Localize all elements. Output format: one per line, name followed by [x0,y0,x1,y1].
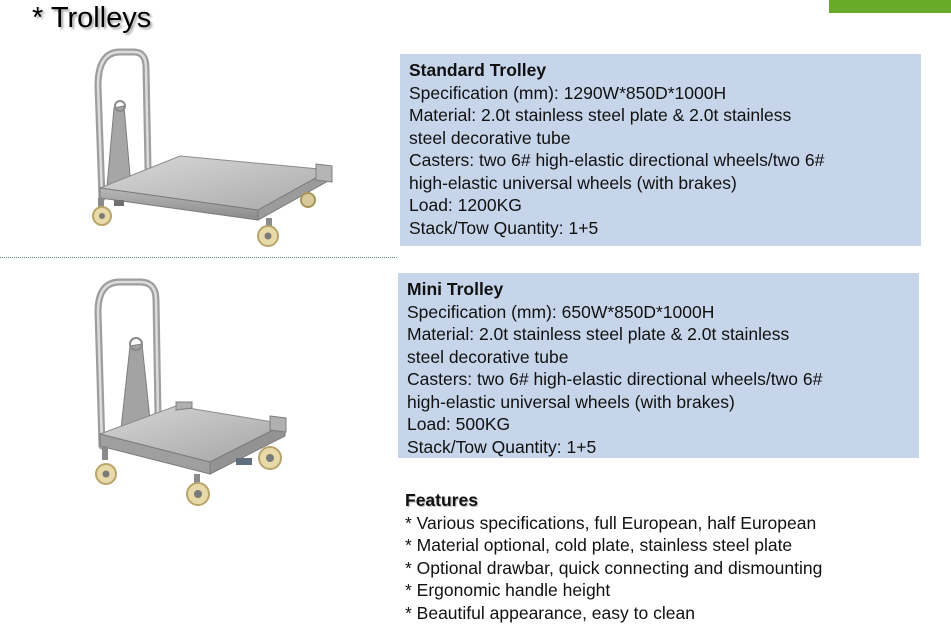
mini-trolley-image [80,276,310,511]
feature-item: * Ergonomic handle height [405,580,611,600]
spec-line: high-elastic universal wheels (with brakes) [409,172,737,193]
spec-line: Load: 500KG [407,414,511,434]
standard-trolley-image [80,48,340,253]
spec-line: Stack/Tow Quantity: 1+5 [407,436,597,457]
page-title: * Trolleys [32,2,152,34]
spec-line: Specification (mm): 1290W*850D*1000H [409,82,727,103]
feature-item: * Optional drawbar, quick connecting and dismounting [405,557,823,578]
spec-line: Load: 1200KG [409,195,522,215]
product-name: Standard Trolley [409,60,547,80]
spec-line: steel decorative tube [407,346,569,367]
spec-line: high-elastic universal wheels (with brakes) [407,391,735,412]
standard-trolley-spec-box [400,54,921,246]
features-section [405,489,822,624]
corner-accent-tab [829,0,951,13]
product-name: Mini Trolley [407,279,504,299]
spec-line: Specification (mm): 650W*850D*1000H [407,301,715,322]
section-divider [0,257,397,258]
features-heading: Features [405,490,478,510]
spec-line: Material: 2.0t stainless steel plate & 2.0t stainless [409,105,792,125]
spec-line: steel decorative tube [409,127,571,148]
feature-item: * Various specifications, full European, half European [405,512,817,533]
spec-line: Casters: two 6# high-elastic directional wheels/two 6# [409,150,825,170]
spec-line: Material: 2.0t stainless steel plate & 2.0t stainless [407,324,790,344]
spec-line: Stack/Tow Quantity: 1+5 [409,217,599,238]
mini-trolley-spec-box [398,273,919,458]
feature-item: * Beautiful appearance, easy to clean [405,602,695,623]
spec-line: Casters: two 6# high-elastic directional wheels/two 6# [407,369,823,389]
feature-item: * Material optional, cold plate, stainless steel plate [405,535,793,555]
